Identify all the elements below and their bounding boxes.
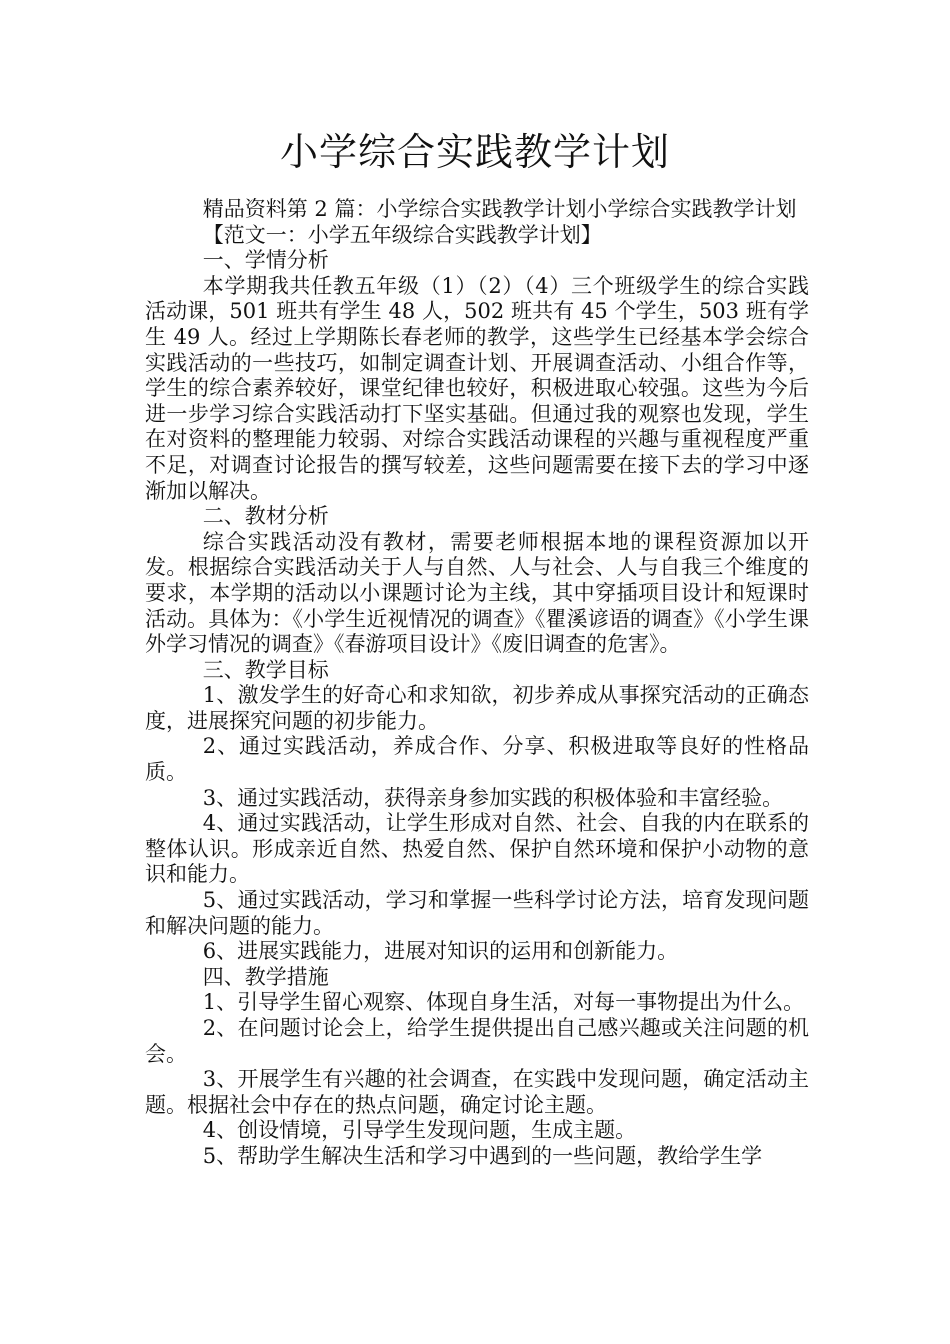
goal-item-1: 1、激发学生的好奇心和求知欲，初步养成从事探究活动的正确态度，进展探究问题的初步能力。	[145, 683, 809, 733]
goal-item-5: 5、通过实践活动，学习和掌握一些科学讨论方法，培育发现问题和解决问题的能力。	[145, 888, 809, 938]
section-heading-2: 二、教材分析	[202, 504, 329, 529]
goal-item-3: 3、通过实践活动，获得亲身参加实践的积极体验和丰富经验。	[202, 785, 784, 810]
paragraph-student-analysis: 本学期我共任教五年级（1）（2）（4）三个班级学生的综合实践活动课，501 班共有学生 48 人，502 班共有 45 个学生，503 班有学生 49 人。经过上学期陈长春老师的教学，这些学生已经基本学会综合实践活动的一些技巧，如制定调查计划、开展调查活动、小组合作等，学生的综合素养较好，课堂纪律也较好，积极进取心较强。这些为今后进一步学习综合实践活动打下坚实基础。但通过我的观察也发现，学生在对资料的整理能力较弱、对综合实践活动课程的兴趣与重视程度严重不足，对调查讨论报告的撰写较差，这些问题需要在接下去的学习中逐渐加以解决。	[145, 273, 809, 503]
goal-item-2: 2、通过实践活动，养成合作、分享、积极进取等良好的性格品质。	[145, 734, 809, 785]
section-heading-3: 三、教学目标	[202, 657, 329, 682]
measure-item-5: 5、帮助学生解决生活和学习中遇到的一些问题，教给学生学	[202, 1143, 763, 1168]
measure-item-4: 4、创设情境，引导学生发现问题，生成主题。	[202, 1118, 637, 1143]
section-heading-1: 一、学情分析	[202, 248, 329, 273]
document-body	[145, 197, 809, 1170]
document-title: 小学综合实践教学计划	[279, 130, 670, 174]
goal-item-4: 4、通过实践活动，让学生形成对自然、社会、自我的内在联系的整体认识。形成亲近自然、热爱自然、保护自然环境和保护小动物的意识和能力。	[145, 811, 809, 887]
measure-item-1: 1、引导学生留心观察、体现自身生活，对每一事物提出为什么。	[202, 990, 805, 1015]
paragraph-material-analysis: 综合实践活动没有教材，需要老师根据本地的课程资源加以开发。根据综合实践活动关于人与自然、人与社会、人与自我三个维度的要求，本学期的活动以小课题讨论为主线，其中穿插项目设计和短课时活动。具体为：《小学生近视情况的调查》《瞿溪谚语的调查》《小学生课外学习情况的调查》《春游项目设计》《废旧调查的危害》。	[145, 529, 809, 657]
section-heading-4: 四、教学措施	[202, 964, 329, 989]
paragraph-sample-heading: 【范文一：小学五年级综合实践教学计划】	[202, 222, 602, 247]
measure-item-3: 3、开展学生有兴趣的社会调查，在实践中发现问题，确定活动主题。根据社会中存在的热点问题，确定讨论主题。	[145, 1067, 809, 1117]
paragraph-source-note: 精品资料第 2 篇：小学综合实践教学计划小学综合实践教学计划	[202, 197, 797, 221]
goal-item-6: 6、进展实践能力，进展对知识的运用和创新能力。	[202, 939, 679, 964]
measure-item-2: 2、在问题讨论会上，给学生提供提出自己感兴趣或关注问题的机会。	[145, 1016, 809, 1066]
